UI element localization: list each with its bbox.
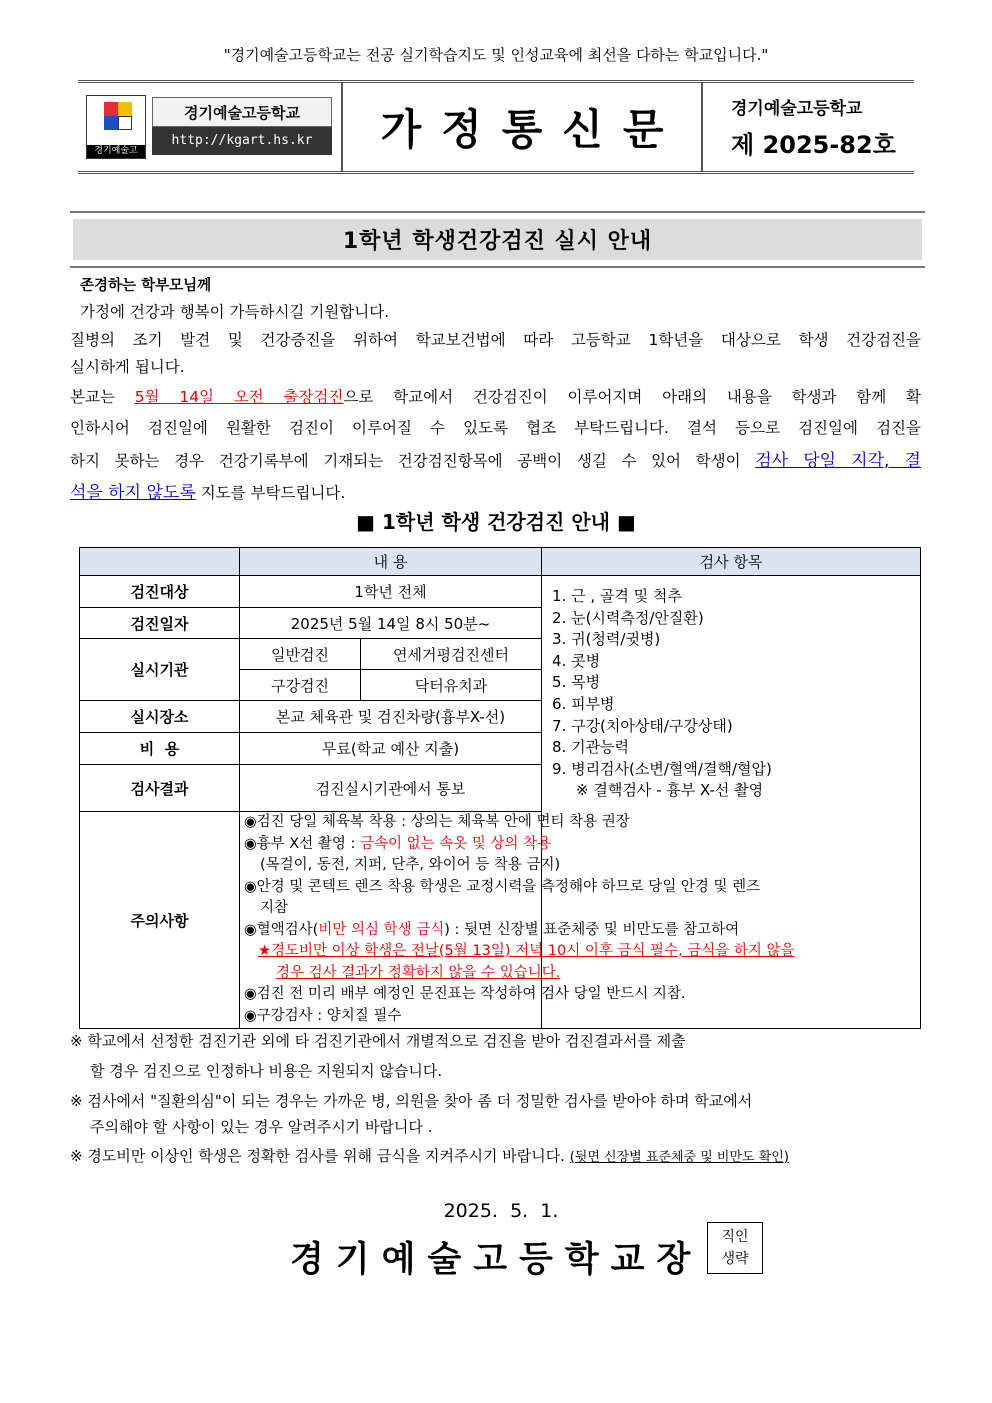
page-title: 가정통신문 xyxy=(343,83,703,171)
school-banner xyxy=(152,97,332,157)
school-name: 경기예술고등학교 xyxy=(152,97,332,127)
checkup-info-table xyxy=(79,547,921,1029)
target-label: 검진대상 xyxy=(80,576,240,608)
issue-number: 제 2025-82호 xyxy=(731,131,896,159)
result-value: 검진실시기관에서 통보 xyxy=(240,765,542,812)
note-5: ◉검진 전 미리 배부 예정인 문진표는 작성하여 검사 당일 반드시 지참. xyxy=(244,986,686,1002)
list-item: 2. 눈(시력측정/안질환) xyxy=(552,608,704,627)
cost-label: 비 용 xyxy=(80,733,240,765)
list-item: 8. 기관능력 xyxy=(552,738,630,757)
note-4-warning: 비만 의심 학생 금식 xyxy=(318,921,445,938)
issuer-name: 경기예술고등학교 xyxy=(731,99,863,119)
list-item: 9. 병리검사(소변/혈액/결핵/혈압) xyxy=(552,759,772,778)
footnote-1-line-2: 할 경우 검진으로 인정하나 비용은 지원되지 않습니다. xyxy=(90,1062,443,1080)
note-3-detail: 지참 xyxy=(260,900,289,916)
fasting-notice-1: ★경도비만 이상 학생은 전날(5월 13일) 저녁 10시 이후 금식 필수, 금식을 하지 않을 xyxy=(258,943,795,959)
salutation: 존경하는 학부모님께 xyxy=(80,278,212,294)
school-logo-icon xyxy=(86,95,146,159)
fasting-notice-2: 경우 검사 결과가 정확하지 않을 수 있습니다. xyxy=(276,964,561,981)
target-value: 1학년 전체 xyxy=(240,576,542,608)
issue-date: 2025. 5. 1. xyxy=(443,1200,559,1222)
issue-info xyxy=(703,83,914,171)
school-url[interactable]: http://kgart.hs.kr xyxy=(152,127,332,155)
paragraph-2-line-1: 본교는 5월 14일 오전 출장검진으로 학교에서 건강검진이 이루어지며 아래의 내용을 학생과 함께 확 xyxy=(70,388,921,406)
list-item: 4. 콧병 xyxy=(552,651,601,670)
notes-content xyxy=(240,812,921,1029)
table-header-row xyxy=(80,548,921,576)
seal-line-1: 직인 xyxy=(721,1229,749,1245)
date-label: 검진일자 xyxy=(80,608,240,639)
footnote-2-line-2: 주의해야 할 사항이 있는 경우 알려주시기 바랍니다 . xyxy=(90,1118,433,1136)
footnote-3: ※ 경도비만 이상인 학생은 정확한 검사를 위해 금식을 지켜주시기 바랍니다. (뒷면 신장별 표준체중 및 비만도 확인) xyxy=(70,1147,789,1165)
greeting: 가정에 건강과 행복이 가득하시길 기원합니다. xyxy=(80,303,390,321)
header-content: 내 용 xyxy=(240,548,542,576)
section-title: ■ 1학년 학생 건강검진 안내 ■ xyxy=(356,510,636,534)
org-general: 일반검진 xyxy=(240,639,361,670)
notes-label: 주의사항 xyxy=(80,812,240,1029)
footnote-3-reference: (뒷면 신장별 표준체중 및 비만도 확인) xyxy=(569,1150,789,1165)
org-oral-value: 닥터유치과 xyxy=(361,670,542,701)
note-3: ◉안경 및 콘텍트 렌즈 착용 학생은 교정시력을 측정해야 하므로 당일 안경 및 렌즈 xyxy=(244,878,761,895)
official-seal-box xyxy=(707,1222,763,1274)
note-2-warning: 금속이 없는 속옷 및 상의 착용 xyxy=(359,835,552,852)
attendance-highlight: 검사 당일 지각, 결 xyxy=(755,451,921,471)
footnote-2-line-1: ※ 검사에서 "질환의심"이 되는 경우는 가까운 병, 의원을 찾아 좀 더 정밀한 검사를 받아야 하며 학교에서 xyxy=(70,1092,753,1110)
paragraph-1-line-2: 실시하게 됩니다. xyxy=(70,358,185,376)
note-4: ◉혈액검사(비만 의심 학생 금식) : 뒷면 신장별 표준체중 및 비만도를 참고하여 xyxy=(244,921,740,938)
list-item: 7. 구강(치아상태/구강상태) xyxy=(552,716,733,735)
paragraph-2-line-3: 하지 못하는 경우 건강기록부에 기재되는 건강검진항목에 공백이 생길 수 있어 학생이 검사 당일 지각, 결 xyxy=(70,451,921,471)
note-2-detail: (목걸이, 동전, 지퍼, 단추, 와이어 등 착용 금지) xyxy=(260,857,561,873)
table-row xyxy=(80,812,921,1029)
org-label: 실시기관 xyxy=(80,639,240,701)
footnote-1-line-1: ※ 학교에서 선정한 검진기관 외에 타 검진기관에서 개별적으로 검진을 받아 검진결과서를 제출 xyxy=(70,1032,686,1050)
place-value: 본교 체육관 및 검진차량(흉부X-선) xyxy=(240,701,542,733)
paragraph-2-line-4: 석을 하지 않도록 지도를 부탁드립니다. xyxy=(70,483,346,503)
logo-caption: 경기예술고 xyxy=(87,145,145,158)
school-logo-block xyxy=(78,83,343,171)
principal-signature: 경기예술고등학교장 xyxy=(290,1240,703,1280)
school-motto: "경기예술고등학교는 전공 실기학습지도 및 인성교육에 최선을 다하는 학교입니다." xyxy=(223,46,769,64)
note-1: ◉검진 당일 체육복 착용 : 상의는 체육복 안에 면티 착용 권장 xyxy=(244,814,630,830)
list-item: 3. 귀(청력/귓병) xyxy=(552,630,661,649)
seal-line-2: 생략 xyxy=(721,1251,749,1267)
paragraph-2-line-2: 인하시어 검진일에 원활한 검진이 이루어질 수 있도록 협조 부탁드립니다. 결석 등으로 검진일에 검진을 xyxy=(70,419,921,437)
note-2: ◉흉부 X선 촬영 : 금속이 없는 속옷 및 상의 착용 xyxy=(244,835,552,852)
note-6: ◉구강검사 : 양치질 필수 xyxy=(244,1007,402,1024)
org-oral: 구강검진 xyxy=(240,670,361,701)
list-item: 6. 피부병 xyxy=(552,694,615,713)
checkup-date-highlight: 5월 14일 오전 출장검진 xyxy=(134,388,344,406)
list-item: 5. 목병 xyxy=(552,673,601,692)
cost-value: 무료(학교 예산 지출) xyxy=(240,733,542,765)
list-item: 1. 근 , 골격 및 척추 xyxy=(552,587,682,605)
table-row xyxy=(80,576,921,608)
subject-title: 1학년 학생건강검진 실시 안내 xyxy=(73,219,922,260)
header-blank-cell xyxy=(80,548,240,576)
result-label: 검사결과 xyxy=(80,765,240,812)
date-value: 2025년 5월 14일 8시 50분~ xyxy=(240,608,542,639)
paragraph-1-line-1: 질병의 조기 발견 및 건강증진을 위하여 학교보건법에 따라 고등학교 1학년을 대상으로 학생 건강검진을 xyxy=(70,331,921,349)
list-item-note: ※ 결핵검사 - 흉부 X-선 촬영 xyxy=(576,781,764,800)
header-items: 검사 항목 xyxy=(542,548,921,576)
letter-header xyxy=(78,80,914,174)
subject-banner xyxy=(70,211,925,268)
place-label: 실시장소 xyxy=(80,701,240,733)
org-general-value: 연세거평검진센터 xyxy=(361,639,542,670)
